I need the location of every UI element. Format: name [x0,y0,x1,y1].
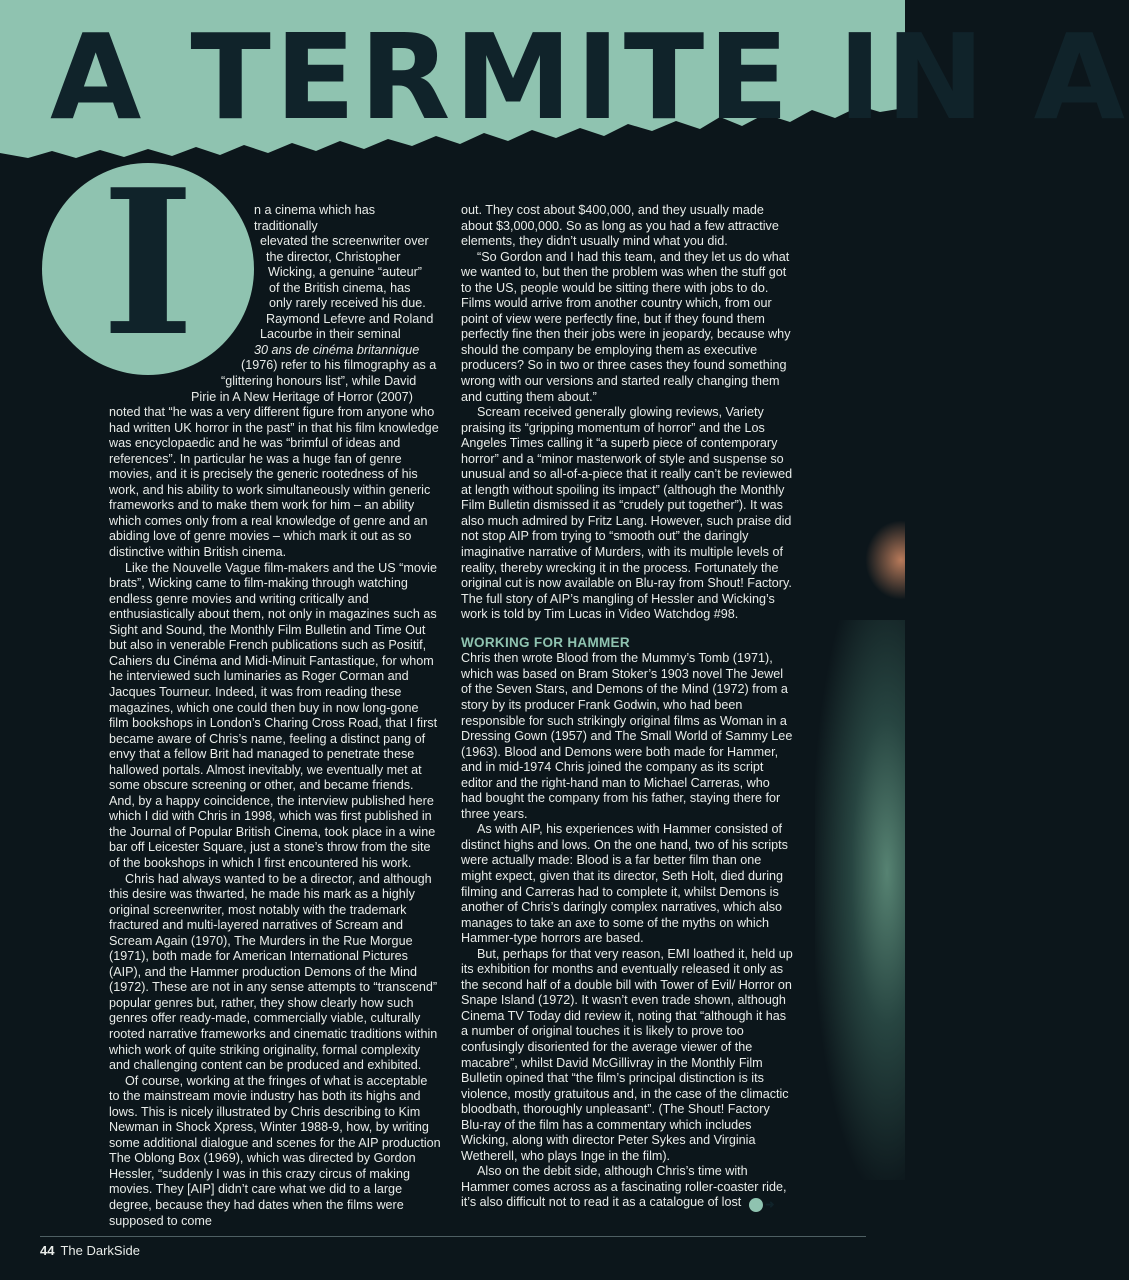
wrap-line: 30 ans de cinéma britannique [254,342,420,357]
paragraph: noted that “he was a very different figure from anyone who had written UK horror in the past” in that his film knowledge was encyclopaedic and he was “brimful of ideas and references”. In particular he was a huge fan of genre movies, and it is precisely the generic rootedness of his work, and his ability to work simultaneously within generic frameworks and to make them work for him – an ability which comes only from a real knowledge of genre and an abiding love of genre movies – which mark it out as so distinctive within British cinema. [109,405,439,560]
wrap-line: only rarely received his due. [269,296,426,311]
footer-divider [40,1236,866,1237]
article-column-right [461,203,793,1212]
section-subheading: WORKING FOR HAMMER [461,634,630,650]
page-number: 44 [40,1243,55,1258]
arrow-right-circle-icon: ➜ [749,1198,763,1212]
paragraph: Scream received generally glowing reviews, Variety praising its “gripping momentum of horror” and the Los Angeles Times calling it “a superb piece of contemporary horror” and a “minor masterwork of style and suspense so unusual and so all-of-a-piece that it really can’t be reviewed at length without spoiling its impact” (although the Monthly Film Bulletin dismissed it as “crudely put together”). It was also much admired by Fritz Lang. However, such praise did not stop AIP from trying to “smooth out” the daringly imaginative narrative of Murders, with its multiple levels of reality, thereby wrecking it in the process. Fortunately the original cut is now available on Blu-ray from Shout! Factory. The full story of AIP’s mangling of Hessler and Wicking’s work is told by Tim Lucas in Video Watchdog #98. [461,405,793,622]
paragraph: out. They cost about $400,000, and they usually made about $3,000,000. So as long as you had a few attractive elements, they didn’t usually mind what you did. [461,203,779,249]
paragraph: As with AIP, his experiences with Hammer consisted of distinct highs and lows. On the one hand, two of his scripts were actually made: Blood is a far better film than one might expect, given that its director, Seth Holt, died during filming and Carreras had to complete it, whilst Demons is another of Chris’s daringly complex narratives, which also manages to take an axe to some of the myths on which Hammer-type horrors are based. [461,822,788,946]
dropcap-letter: I [101,146,195,381]
wrap-line: n a cinema which has traditionally [254,203,376,233]
wrap-line: of the British cinema, has [269,280,411,295]
publication-name: The DarkSide [60,1243,140,1258]
wrap-line: Raymond Lefevre and Roland [266,311,434,326]
paragraph [461,1164,793,1212]
dropcap-wrap-text [109,203,441,405]
wrap-line: Wicking, a genuine “auteur” [268,265,423,280]
paragraph: Of course, working at the fringes of what is acceptable to the mainstream movie industry has both its highs and lows. This is nicely illustrated by Chris describing to Kim Newman in Shock Xpress, Winter 1988-9, how, by writing some additional dialogue and scenes for the AIP production The Oblong Box (1969), which was directed by Gordon Hessler, “suddenly I was in this crazy circus of making movies. They [AIP] didn’t care what we did to a large degree, because they had dates when the films were supposed to come [109,1073,441,1228]
paragraph: “So Gordon and I had this team, and they let us do what we wanted to, but then the problem was when the stuff got to the US, people would be sitting there with jobs to do. Films would arrive from another country which, from our point of view were perfectly fine, but if they found them perfectly fine then their jobs were in jeopardy, because why should the company be employing them as executive producers? So in two or three cases they found something wrong with our versions and started really changing them and cutting them about.” [461,249,791,404]
article-column-left [109,203,441,1229]
paragraph: Chris then wrote Blood from the Mummy’s Tomb (1971), which was based on Bram Stoker’s 1903 novel The Jewel of the Seven Stars, and Demons of the Mind (1972) from a story by its producer Frank Godwin, who had been responsible for such strikingly original films as Woman in a Dressing Gown (1957) and The Small World of Sammy Lee (1963). Blood and Demons were both made for Hammer, and in mid-1974 Chris joined the company as its script editor and the right-hand man to Michael Carreras, who had bought the company from his father, staying there for three years. [461,651,793,821]
wrap-line: elevated the screenwriter over [260,234,429,249]
paragraph: Like the Nouvelle Vague film-makers and the US “movie brats”, Wicking came to film-making through watching endless genre movies and writing critically and enthusiastically about them, not only in magazines such as Sight and Sound, the Monthly Film Bulletin and Time Out but also in venerable French publications such as Positif, Cahiers du Cinéma and Midi-Minuit Fantastique, for whom he interviewed such luminaries as Roger Corman and Jacques Tourneur. Indeed, it was from reading these magazines, which one could then buy in now long-gone film bookshops in London’s Charing Cross Road, that I first became aware of Chris’s name, feeling a distinct pang of envy that a fellow Brit had managed to penetrate these hallowed portals. Almost inevitably, we eventually met at some obscure screening or other, and became friends. And, by a happy coincidence, the interview published here which I did with Chris in 1998, which was first published in the Journal of Popular British Cinema, took place in a wine bar off Leicester Square, just a stone’s throw from the site of the bookshops in which I first encountered his work. [109,560,438,870]
paragraph: But, perhaps for that very reason, EMI loathed it, held up its exhibition for months and eventually released it only as the second half of a double bill with Tower of Evil/ Horror on Snape Island (1972). It wasn’t even trade shown, although Cinema TV Today did review it, noting that “although it has a number of original touches it is likely to prove too confusingly disoriented for the average viewer of the macabre”, whilst David McGillivray in the Monthly Film Bulletin opined that “the film’s principal distinction is its violence, mostly gratuitous and, in the case of the climactic bloodbath, thoroughly unpleasant”. (The Shout! Factory Blu-ray of the film has a commentary which includes Wicking, along with director Peter Sykes and Virginia Wetherell, who plays Inge in the film). [461,946,793,1163]
wrap-line: Pirie in A New Heritage of Horror (2007) [191,389,413,404]
paragraph: Chris had always wanted to be a director, and although this desire was thwarted, he made his mark as a highly original screenwriter, most notably with the trademark fractured and multi-layered narratives of Scream and Scream Again (1970), The Murders in the Rue Morgue (1971), both made for American International Pictures (AIP), and the Hammer production Demons of the Mind (1972). These are not in any sense attempts to “transcend” popular genres but, rather, they show clearly how such genres offer ready-made, commercially viable, culturally rooted narrative frameworks and cinematic traditions within which work of quite striking originality, formal complexity and challenging content can be produced and exhibited. [109,871,438,1073]
background-image-glow [815,620,905,1180]
wrap-line: (1976) refer to his filmography as a [241,358,437,373]
background-image-hand [865,520,905,600]
wrap-line: the director, Christopher [266,249,401,264]
wrap-line: Lacourbe in their seminal [260,327,401,342]
headline: A TERMITE IN A [50,8,1129,146]
wrap-line: “glittering honours list”, while David [221,374,417,389]
footer [40,1243,140,1258]
paragraph-text: Also on the debit side, although Chris’s time with Hammer comes across as a fascinating roller-coaster ride, it’s also difficult not to read it as a catalogue of lost [461,1164,787,1210]
